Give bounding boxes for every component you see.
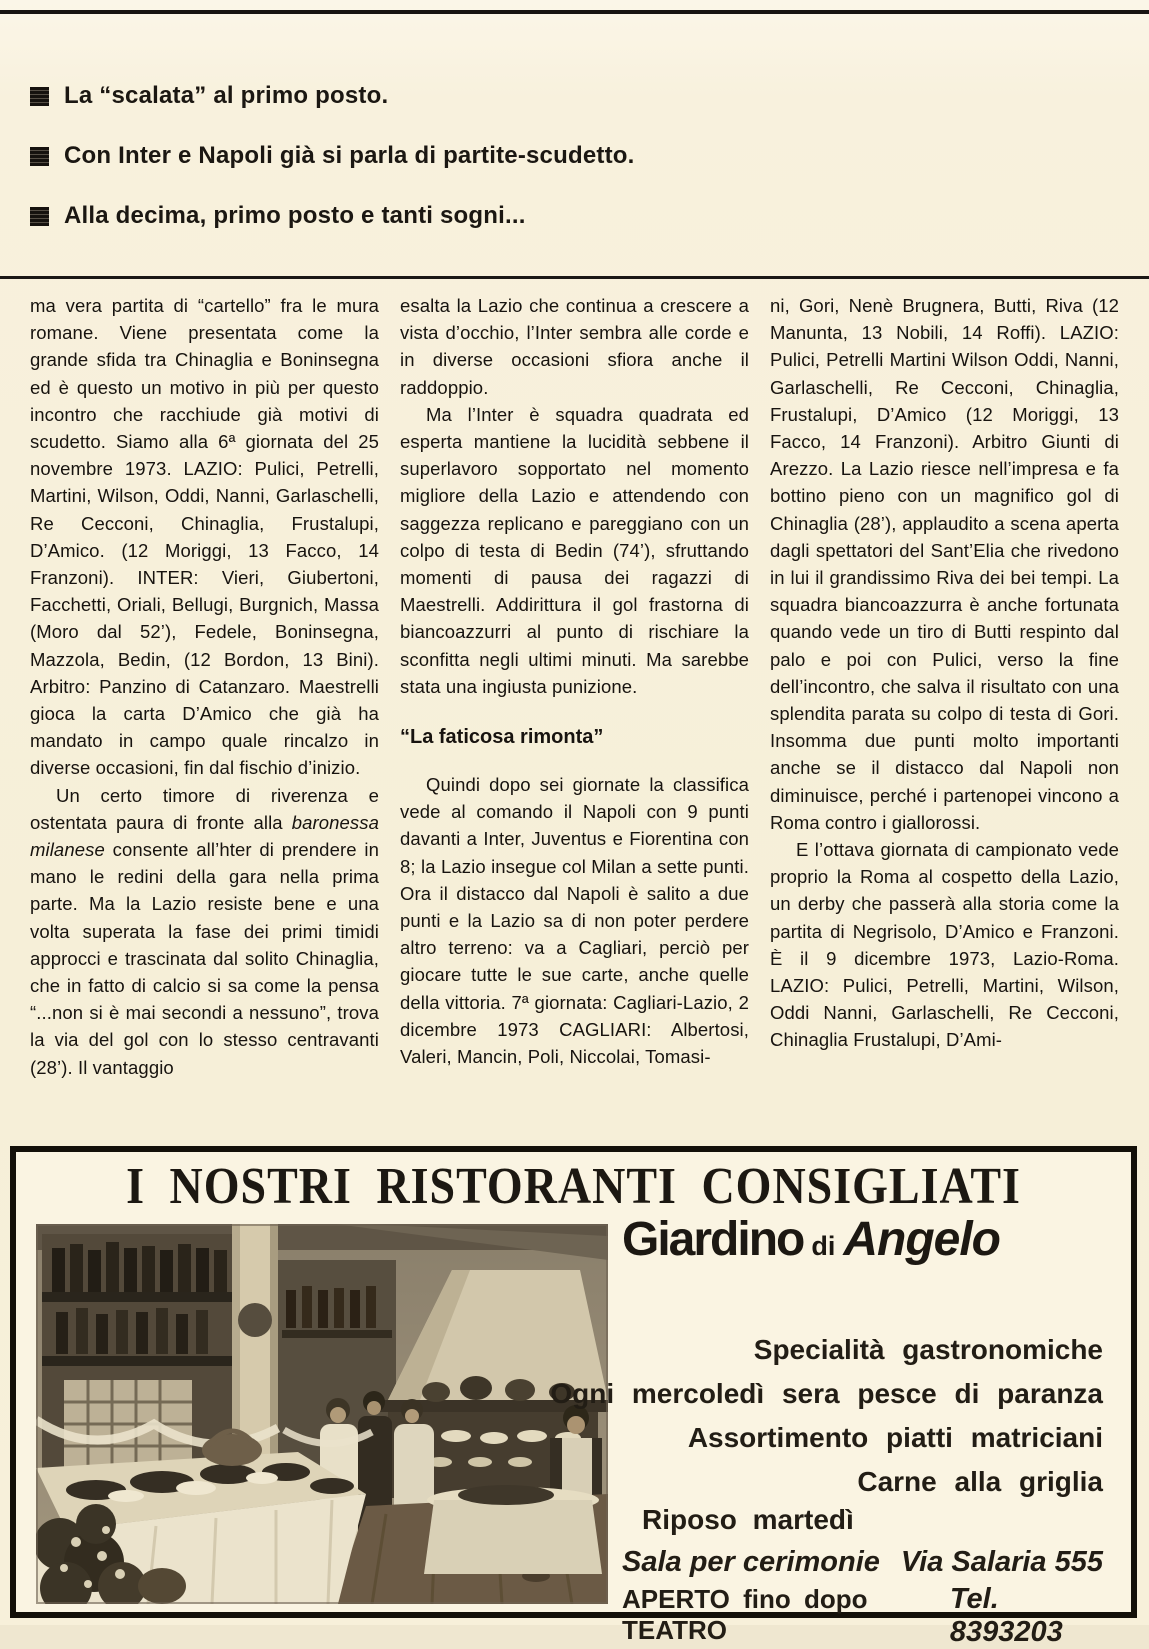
ad-footer bbox=[622, 1542, 1103, 1649]
article-column-2 bbox=[400, 292, 749, 1122]
opening-hours-note: APERTO fino dopo TEATRO bbox=[622, 1584, 868, 1645]
specialty-line: Ogni mercoledì sera pesce di paranza bbox=[550, 1378, 1103, 1409]
specialty-line: Specialità gastronomiche bbox=[753, 1334, 1103, 1365]
restaurant-photo-image bbox=[36, 1224, 608, 1604]
ad-footer-row-1 bbox=[622, 1546, 1103, 1579]
closed-day-note: Riposo martedì bbox=[642, 1504, 854, 1535]
paragraph: Ma l’Inter è squadra quadrata ed esperta mantiene la lucidità sebbene il superlavoro sopportato nel momento migliore della Lazio e attendendo con saggezza replicano e pareggiano con un colpo di testa di Bedin (74’), sfruttando momenti di pausa dei ragazzi di Maestrelli. Addirittura il gol frastorna di biancoazzurri al punto di rischiare la sconfitta negli ultimi minuti. Ma sarebbe stata una ingiusta punizione. bbox=[400, 403, 749, 697]
lattice-window bbox=[64, 1380, 192, 1468]
headline-text: Alla decima, primo posto e tanti sogni... bbox=[64, 202, 526, 229]
restaurant-brand bbox=[622, 1212, 1000, 1267]
paragraph: E l’ottava giornata di campionato vede proprio la Roma al cospetto della Lazio, un derby che passerà alla storia come la partita di Negrisolo, D’Amico e Franzoni. È il 9 dicembre 1973, Lazio-Roma. LAZIO: Pulici, Petrelli, Martini, Wilson, Oddi Nanni, Garlaschelli, Re Cecconi, Chinaglia Frustalupi, D’Ami- bbox=[770, 839, 1119, 1051]
paragraph: ma vera partita di “cartello” fra le mura romane. Viene presentata come la grande sfida tra Chinaglia e Boninsegna ed è questo un motivo in più per questo incontro che racchiude già motivi di scudetto. Siamo alla 6ª giornata del 25 novembre 1973. LAZIO: Pulici, Petrelli, Martini, Wilson, Oddi, Nanni, Garlaschelli, Re Cecconi, Chinaglia, Frustalupi, D’Amico. (12 Moriggi, 13 Facco, 14 Franzoni). INTER: Vieri, Giubertoni, Facchetti, Oriali, Bellugi, Burgnich, Massa (Moro dal 52’), Fedele, Boninsegna, Mazzola, Bedin, (12 Bordon, 13 Bini). Arbitro: Panzino di Catanzaro. Maestrelli gioca la carta D’Amico che già ha mandato in campo quale rincalzo in diverse occasioni, fin dal fischio d’inizio. bbox=[30, 295, 379, 779]
ad-title: I NOSTRI RISTORANTI CONSIGLIATI bbox=[126, 1157, 1021, 1215]
top-rule bbox=[0, 10, 1149, 14]
address-text: Via Salaria 555 bbox=[900, 1546, 1103, 1578]
ceremony-hall-note: Sala per cerimonie bbox=[622, 1546, 880, 1578]
headline-bullet-3 bbox=[30, 202, 635, 230]
paragraph-text: Un certo timore di riverenza e ostentata paura di fronte alla bbox=[30, 784, 379, 833]
phone-number: Tel. 8393203 bbox=[949, 1583, 1063, 1648]
square-bullet-icon bbox=[30, 147, 49, 166]
specialty-line: Carne alla griglia bbox=[857, 1466, 1103, 1497]
section-divider-rule bbox=[0, 276, 1149, 279]
article-column-3 bbox=[770, 292, 1119, 1122]
headline-text: Con Inter e Napoli già si parla di partite-scudetto. bbox=[64, 142, 635, 169]
paragraph: Quindi dopo sei giornate la classifica vede al comando il Napoli con 9 punti davanti a Inter, Juventus e Fiorentina con 8; la Lazio insegue col Milan a sette punti. Ora il distacco dal Napoli è salito a due punti e la Lazio sa di non poter perdere altro terreno: va a Cagliari, perciò per giocare tutte le sue carte, anche quelle della vittoria. 7ª giornata: Cagliari-Lazio, 2 dicembre 1973 CAGLIARI: Albertosi, Valeri, Mancin, Poli, Niccolai, Tomasi- bbox=[400, 774, 749, 1068]
brand-name: Giardino bbox=[622, 1213, 804, 1266]
square-bullet-icon bbox=[30, 207, 49, 226]
square-bullet-icon bbox=[30, 87, 49, 106]
paragraph: esalta la Lazio che continua a crescere a vista d’occhio, l’Inter sembra alle corde e in diverse occasioni sfiora anche il raddoppio. bbox=[400, 295, 749, 398]
headline-bullet-1 bbox=[30, 82, 635, 110]
headline-bullets bbox=[30, 82, 635, 262]
article-body bbox=[30, 292, 1119, 1122]
article-subhead: “La faticosa rimonta” bbox=[400, 726, 604, 749]
restaurant-ad bbox=[10, 1146, 1137, 1648]
restaurant-photo bbox=[36, 1224, 608, 1604]
headline-text: La “scalata” al primo posto. bbox=[64, 82, 389, 109]
headline-bullet-2 bbox=[30, 142, 635, 170]
paragraph: ni, Gori, Nenè Brugnera, Butti, Riva (12 Manunta, 13 Nobili, 14 Roffi). LAZIO: Pulici, Petrelli Martini Wilson Oddi, Nanni, Garlaschelli, Re Cecconi, Chinaglia, Frustalupi, D’Amico (12 Moriggi, 13 Facco, 14 Franzoni). Arbitro Giunti di Arezzo. La Lazio riesce nell’impresa e fa bottino pieno con un magnifico gol di Chinaglia (28’), applaudito a scena aperta dagli spettatori del Sant’Elia che rivedono in lui il grandissimo Riva dei bei tempi. La squadra biancoazzurra è anche fortunata quando vede un tiro di Butti respinto dal palo e poi con Pulici, verso la fine dell’incontro, che salva il risultato con una splendita parata su colpo di testa di Gori. Insomma due punti molto importanti anche se il distacco dal Napoli non diminuisce, perché i partenopei vincono a Roma contro i giallorossi. bbox=[770, 295, 1119, 833]
brand-owner: Angelo bbox=[843, 1213, 1000, 1266]
paragraph-text: consente all’hter di prendere in mano le redini della gara nella prima parte. Ma la Lazio resiste bene e una volta superata la fase dei primi timidi approcci e trascinata dal solito Chinaglia, che in fatto di calcio si sa come la pensa “...non si è mai secondi a nessuno”, trova la via del gol con lo stesso centravanti (28’). Il vantaggio bbox=[30, 839, 379, 1078]
ad-specialties bbox=[550, 1328, 1103, 1504]
brand-di: di bbox=[811, 1231, 836, 1261]
article-column-1 bbox=[30, 292, 379, 1122]
ad-footer-row-2 bbox=[622, 1583, 1103, 1649]
specialty-line: Assortimento piatti matriciani bbox=[687, 1422, 1103, 1453]
paragraph bbox=[30, 782, 379, 1081]
italic-phrase: baronessa milanese bbox=[30, 811, 379, 861]
